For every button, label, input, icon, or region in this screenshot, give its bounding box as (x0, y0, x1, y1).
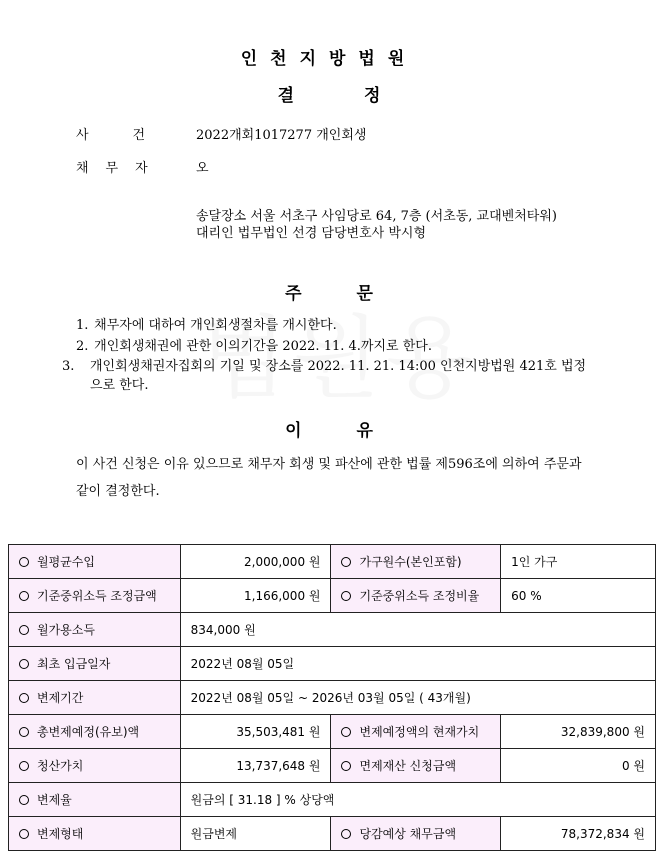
table-header-cell (331, 817, 501, 851)
table-value-cell: 원금의 [ 31.18 ] % 상당액 (180, 783, 655, 817)
cell-label: 월평균수입 (37, 555, 95, 569)
table-header-cell (9, 647, 181, 681)
table-value-cell: 2022년 08월 05일 (180, 647, 655, 681)
circle-icon (19, 693, 29, 703)
table-value-cell: 원금변제 (180, 817, 331, 851)
table-value-cell: 1인 가구 (501, 545, 656, 579)
table-value-cell: 13,737,648 원 (180, 749, 331, 783)
circle-icon (19, 795, 29, 805)
cell-label: 총변제예정(유보)액 (37, 725, 140, 739)
table-row (9, 545, 656, 579)
table-value-cell: 0 원 (501, 749, 656, 783)
table-row (9, 613, 656, 647)
table-header-cell (331, 749, 501, 783)
cell-label: 최초 입금일자 (37, 657, 111, 671)
order-item-number: 3. (62, 359, 75, 374)
circle-icon (19, 591, 29, 601)
cell-label: 변제율 (37, 793, 72, 807)
table-row (9, 749, 656, 783)
table-row (9, 681, 656, 715)
table-row (9, 817, 656, 851)
table-value-cell: 35,503,481 원 (180, 715, 331, 749)
table-row (9, 715, 656, 749)
table-header-cell (9, 817, 181, 851)
order-item (76, 337, 596, 356)
cell-label: 변제형태 (37, 827, 84, 841)
order-item-number: 2. (76, 339, 89, 354)
circle-icon (19, 829, 29, 839)
table-value-cell: 78,372,834 원 (501, 817, 656, 851)
table-value-cell: 834,000 원 (180, 613, 655, 647)
reason-text: 이 사건 신청은 이유 있으므로 채무자 회생 및 파산에 관한 법률 제596조에 의하여 주문과 같이 결정한다. (76, 457, 582, 499)
cell-label: 당감예상 채무금액 (359, 827, 457, 841)
cell-label: 면제재산 신청금액 (359, 759, 457, 773)
table-header-cell (9, 715, 181, 749)
court-name: 인천지방법원 (240, 49, 418, 69)
order-item-text: 개인회생채권자집회의 기일 및 장소를 2022. 11. 21. 14:00 인천지방법원 421호 법정으로 한다. (90, 359, 587, 393)
case-number: 2022개회1017277 개인회생 (196, 128, 367, 143)
circle-icon (341, 557, 351, 567)
cell-label: 가구원수(본인포함) (359, 555, 462, 569)
debtor-name: 오 (196, 161, 209, 176)
table-value-cell: 2022년 08월 05일 ~ 2026년 03월 05일 ( 43개월) (180, 681, 655, 715)
table-value-cell: 2,000,000 원 (180, 545, 331, 579)
cell-label: 청산가치 (37, 759, 84, 773)
order-item-text: 개인회생채권에 관한 이의기간을 2022. 11. 4.까지로 한다. (94, 339, 432, 354)
circle-icon (19, 557, 29, 567)
circle-icon (19, 659, 29, 669)
circle-icon (341, 591, 351, 601)
reason-title: 이유 (285, 421, 428, 441)
table-header-cell (9, 613, 181, 647)
circle-icon (341, 829, 351, 839)
circle-icon (341, 761, 351, 771)
order-item (62, 357, 596, 395)
debtor-label: 채무자 (76, 161, 165, 176)
case-label: 사건 (76, 128, 190, 143)
cell-label: 기준중위소득 조정금액 (37, 589, 157, 603)
document-title: 결정 (277, 86, 451, 106)
order-title: 주문 (285, 284, 428, 304)
table-header-cell (9, 545, 181, 579)
table-header-cell (9, 783, 181, 817)
repayment-info-table (8, 544, 656, 851)
table-header-cell (331, 579, 501, 613)
order-item-text: 채무자에 대하여 개인회생절차를 개시한다. (94, 318, 337, 333)
table-header-cell (9, 681, 181, 715)
cell-label: 변제예정액의 현재가치 (359, 725, 480, 739)
circle-icon (19, 727, 29, 737)
table-value-cell: 1,166,000 원 (180, 579, 331, 613)
table-value-cell: 60 % (501, 579, 656, 613)
circle-icon (341, 727, 351, 737)
order-item (76, 316, 596, 335)
circle-icon (19, 761, 29, 771)
legal-agent: 대리인 법무법인 선경 담당변호사 박시형 (196, 226, 427, 241)
table-row (9, 783, 656, 817)
cell-label: 월가용소득 (37, 623, 95, 637)
cell-label: 변제기간 (37, 691, 84, 705)
circle-icon (19, 625, 29, 635)
table-header-cell (331, 545, 501, 579)
table-row (9, 647, 656, 681)
table-value-cell: 32,839,800 원 (501, 715, 656, 749)
service-address: 송달장소 서울 서초구 사임당로 64, 7층 (서초동, 교대벤처타워) (196, 209, 557, 224)
cell-label: 기준중위소득 조정비율 (359, 589, 480, 603)
order-item-number: 1. (76, 318, 89, 333)
table-header-cell (9, 749, 181, 783)
table-header-cell (9, 579, 181, 613)
table-row (9, 579, 656, 613)
table-header-cell (331, 715, 501, 749)
